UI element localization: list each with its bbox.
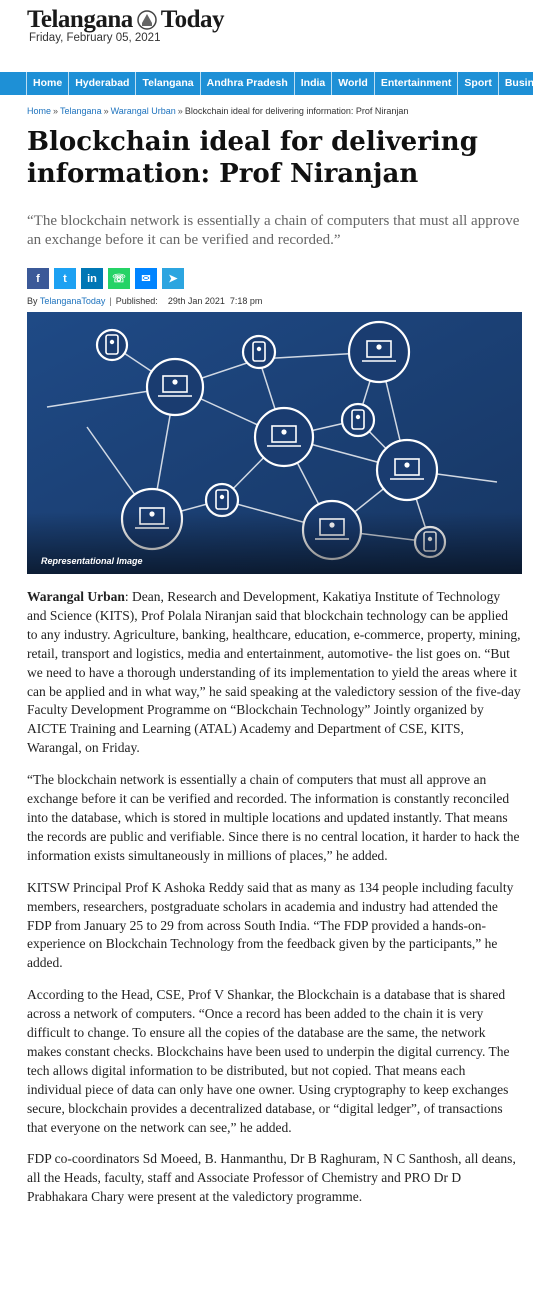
- paragraph-1-text: : Dean, Research and Development, Kakatiya Institute of Technology and Science (KITS), Prof Polala Niranjan said that blockchain technology can be applied to any industry. Agriculture, banking, healthcare, education, e-commerce, property, mining, retail, transport and logistics, media and entertainment, automotive- the list goes on. “But we need to have a thorough understanding of its implementation to yield the areas where it can be applied and in what way,” he said speaking at the valedictory session of the five-day Faculty Development Programme on “Blockchain Technology” Jointly organized by AICTE Training and Learning (ATAL) Academy and Department of CSE, KITS, Warangal, on Friday.: [27, 589, 521, 756]
- twitter-icon[interactable]: t: [54, 268, 76, 289]
- facebook-icon[interactable]: f: [27, 268, 49, 289]
- nav-item-home[interactable]: Home: [26, 72, 68, 95]
- dateline: Warangal Urban: [27, 589, 125, 604]
- telegram-icon[interactable]: ➤: [162, 268, 184, 289]
- published-label: Published:: [115, 296, 158, 306]
- published-time: 7:18 pm: [229, 296, 263, 306]
- site-logo[interactable]: [27, 6, 327, 34]
- nav-item-sport[interactable]: Sport: [457, 72, 497, 95]
- article-paragraph: [27, 588, 521, 758]
- whatsapp-icon[interactable]: ☏: [108, 268, 130, 289]
- breadcrumb: [27, 106, 408, 116]
- linkedin-icon[interactable]: in: [81, 268, 103, 289]
- current-date: Friday, February 05, 2021: [29, 32, 161, 44]
- nav-item-business[interactable]: Business: [498, 72, 558, 95]
- breadcrumb-current: Blockchain ideal for delivering information: Prof Niranjan: [184, 106, 409, 116]
- breadcrumb-separator: »: [103, 106, 109, 116]
- published-date: 29th Jan 2021: [167, 296, 225, 306]
- breadcrumb-separator: »: [177, 106, 183, 116]
- breadcrumb-section[interactable]: Telangana: [60, 106, 102, 116]
- article-body: [27, 588, 521, 1220]
- breadcrumb-separator: »: [53, 106, 59, 116]
- article-paragraph: KITSW Principal Prof K Ashoka Reddy said that as many as 134 people including faculty members, researchers, postgraduate scholars in academia and industry had attended the FDP from January 25 to 29 from across South India. “The FDP provided a hands-on-experience on Blockchain Technology from the feedback given by the participants,” he added.: [27, 879, 514, 971]
- main-nav: [0, 72, 552, 95]
- article-headline: Blockchain ideal for delivering information: Prof Niranjan: [27, 127, 478, 189]
- messenger-icon[interactable]: ✉: [135, 268, 157, 289]
- nav-item-world[interactable]: World: [331, 72, 374, 95]
- nav-item-india[interactable]: India: [294, 72, 332, 95]
- byline-prefix: By: [27, 296, 38, 306]
- byline: [27, 296, 262, 306]
- breadcrumb-subsection[interactable]: Warangal Urban: [110, 106, 176, 116]
- site-name-part1: Telangana: [27, 6, 133, 33]
- image-caption: Representational Image: [41, 556, 143, 566]
- network-illustration: [27, 312, 522, 574]
- nav-item-hyderabad[interactable]: Hyderabad: [68, 72, 135, 95]
- breadcrumb-home[interactable]: Home: [27, 106, 52, 116]
- article-dek: “The blockchain network is essentially a chain of computers that must all approve an exchange before it can be verified and recorded.”: [27, 213, 520, 248]
- byline-divider: |: [109, 296, 112, 306]
- site-masthead[interactable]: [27, 6, 327, 56]
- share-bar: [27, 268, 184, 289]
- nav-item-andhra-pradesh[interactable]: Andhra Pradesh: [200, 72, 294, 95]
- site-name-part2: Today: [160, 6, 225, 33]
- emblem-icon: [136, 9, 158, 31]
- article-paragraph: “The blockchain network is essentially a chain of computers that must all approve an exchange before it can be verified and recorded. The information is constantly reconciled into the database, which is stored in multiple locations and updated instantly. That means the records are public and verifiable. Since there is no central location, it harder to hack the information exists simultaneously in millions of places,” he added.: [27, 772, 520, 863]
- article-paragraph: FDP co-coordinators Sd Moeed, B. Hanmanthu, Dr B Raghuram, N C Santhosh, all deans, all the Heads, faculty, staff and Associate Professor of Chemistry and PRO Dr D Prabhakara Chary were present at the valedictory programme.: [27, 1151, 516, 1205]
- nav-item-telangana[interactable]: Telangana: [135, 72, 199, 95]
- hero-image: [27, 312, 522, 574]
- article-paragraph: According to the Head, CSE, Prof V Shankar, the Blockchain is a database that is shared across a network of computers. “Once a record has been added to the chain it is very difficult to change. To ensure all the copies of the database are the same, the network makes constant checks. Blockchains have been used to underpin the digital currency. The tech allows digital information to be distributed, but not copied. That means each individual piece of data can only have one owner. Using cryptography to keep exchanges secure, blockchain provides a decentralized database, or “digital ledger”, of transactions that everyone on the network can see,” he added.: [27, 987, 510, 1135]
- nav-item-entertainment[interactable]: Entertainment: [374, 72, 458, 95]
- author-link[interactable]: TelanganaToday: [39, 296, 106, 306]
